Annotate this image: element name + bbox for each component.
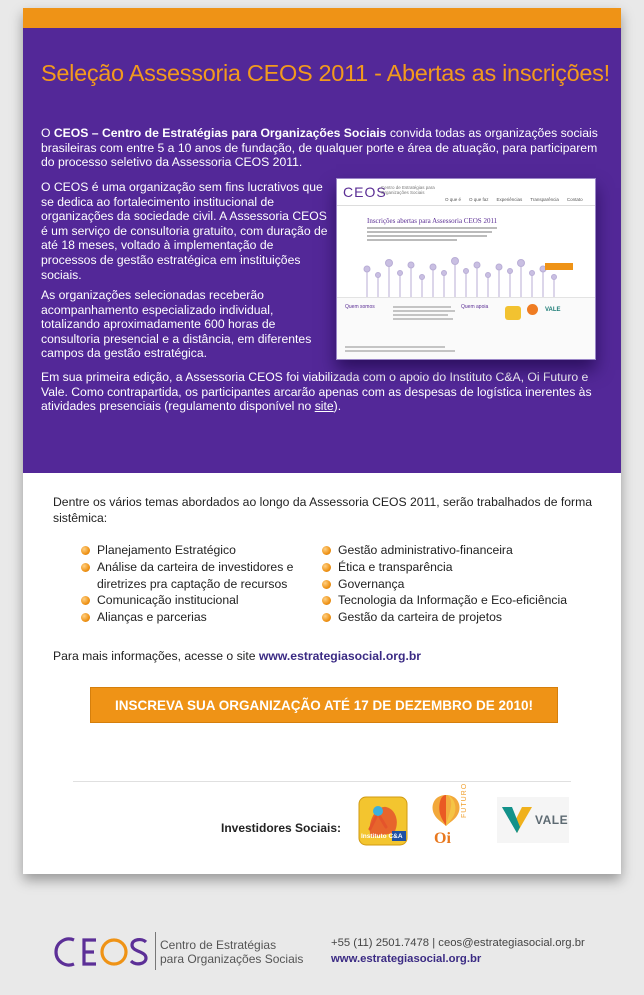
website-link[interactable]: www.estrategiasocial.org.br xyxy=(258,649,422,663)
website-title: Inscrições abertas para Assessoria CEOS 2011 xyxy=(367,217,498,225)
register-cta-button[interactable]: INSCREVA SUA ORGANIZAÇÃO ATÉ 17 DE DEZEMBRO DE 2010! xyxy=(90,687,558,723)
website-vale-logo: VALE xyxy=(545,307,561,313)
website-screenshot[interactable] xyxy=(336,178,596,360)
regulation-site-link[interactable]: site xyxy=(314,399,334,414)
vale-logo[interactable]: VALE xyxy=(497,797,569,843)
website-oi-logo xyxy=(527,304,538,315)
selected-orgs-paragraph: As organizações selecionadas receberão acompanhamento especializado individual, totalizando aproximadamente 600 horas de consultoria presencial e a distância, em diferentes campos da gestão estratégica. xyxy=(41,288,312,361)
ceos-footer-logo[interactable] xyxy=(54,932,150,977)
ceos-logo-icon xyxy=(54,932,150,972)
ceos-name: CEOS – Centro de Estratégias para Organizações Sociais xyxy=(53,126,387,140)
website-logo: CEOS xyxy=(343,184,387,200)
footer-separator xyxy=(155,932,156,970)
investors-label: Investidores Sociais: xyxy=(221,821,342,835)
website-header xyxy=(337,179,595,206)
contact-line[interactable]: +55 (11) 2501.7478 | ceos@estrategiasocial.org.br xyxy=(331,937,585,949)
list-item: Ética e transparência xyxy=(322,559,612,576)
orange-top-bar xyxy=(23,8,621,28)
headline: Seleção Assessoria CEOS 2011 - Abertas as inscrições! xyxy=(41,60,610,86)
newsletter-card xyxy=(23,8,621,874)
list-item: Comunicação institucional xyxy=(81,592,326,609)
intro-paragraph: O CEOS – Centro de Estratégias para Organizações Sociais convida todas as organizações sociais brasileiras com entre 5 a 10 anos de fundação, de qualquer porte e área de atuação, para participarem do processo seletivo da Assessoria CEOS 2011. xyxy=(41,126,598,170)
list-item: Alianças e parcerias xyxy=(81,609,326,626)
footer-contact xyxy=(331,935,585,967)
instituto-ca-logo-icon xyxy=(356,793,411,853)
website-nav: O que é O que faz Experiências Transparência Contato xyxy=(445,197,583,202)
list-item: Análise da carteira de investidores e diretrizes pra captação de recursos xyxy=(81,559,326,593)
website-subtitle: Centro de Estratégias para Organizações Sociais xyxy=(381,185,435,195)
website-text-lines xyxy=(367,227,497,243)
oi-futuro-logo[interactable]: Oi FUTURO xyxy=(428,792,488,852)
website-orange-button xyxy=(545,263,573,270)
about-paragraph: O CEOS é uma organização sem fins lucrativos que se dedica ao fortalecimento institucional de organizações da sociedade civil. A Assessoria CEOS é um serviço de consultoria gratuito, com duração de até 18 meses, voltado à implementação de processos de gestão estratégica em instituições sociais. xyxy=(41,180,328,282)
topics-list-left xyxy=(81,542,326,626)
list-item: Governança xyxy=(322,576,612,593)
more-info: Para mais informações, acesse o site www.estrategiasocial.org.br xyxy=(53,649,422,663)
website-instituto-logo xyxy=(505,306,521,320)
instituto-ca-logo[interactable]: Instituto C&A xyxy=(356,793,411,853)
divider xyxy=(73,781,571,782)
list-item: Gestão administrativo-financeira xyxy=(322,542,612,559)
website-footer-area: Quem somos Quem apoia VALE xyxy=(337,297,595,360)
list-item: Planejamento Estratégico xyxy=(81,542,326,559)
footer-site-link[interactable]: www.estrategiasocial.org.br xyxy=(331,953,482,965)
first-edition-paragraph: Em sua primeira edição, a Assessoria CEOS foi viabilizada com o apoio do Instituto C&A, Oi Futuro e Vale. Como contrapartida, os participantes arcarão apenas com as despesas de logística inerentes às atividades presenciais (regulamento disponível no site). xyxy=(41,370,592,414)
topics-list-right xyxy=(322,542,612,626)
footer-org-name: Centro de Estratégias para Organizações Sociais xyxy=(160,938,304,966)
vale-v-icon xyxy=(500,805,534,835)
list-item: Tecnologia da Informação e Eco-eficiência xyxy=(322,592,612,609)
list-item: Gestão da carteira de projetos xyxy=(322,609,612,626)
topics-intro: Dentre os vários temas abordados ao longo da Assessoria CEOS 2011, serão trabalhados de forma sistêmica: xyxy=(53,495,593,525)
website-flower-illustration xyxy=(362,249,577,299)
